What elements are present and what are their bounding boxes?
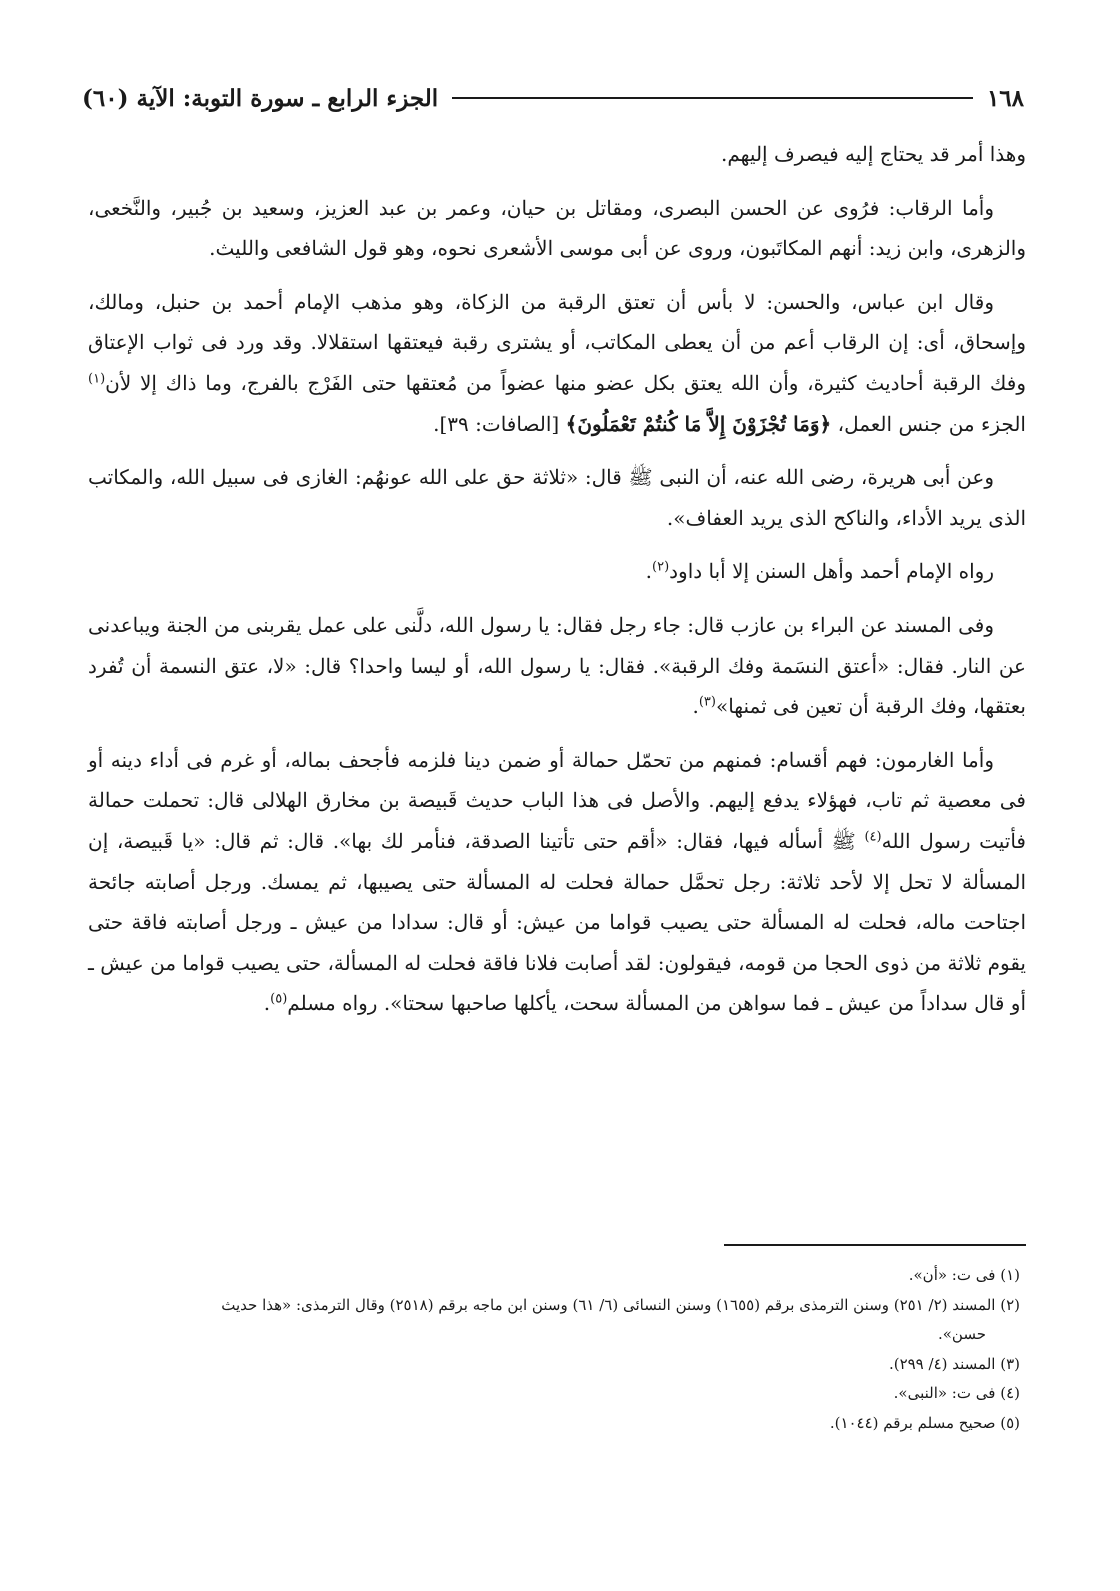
- footnote-number: (٤): [1000, 1384, 1020, 1402]
- paragraph-text: وأما الرقاب: فرُوى عن الحسن البصرى، ومقاتل بن حيان، وعمر بن عبد العزيز، وسعيد بن جُبير، والنَّخعى، والزهرى، وابن زيد: أنهم المكاتَبون، وروى عن أبى موسى الأشعرى نحوه، وهو قول الشافعى والليث.: [88, 195, 1026, 261]
- header-rule: [452, 97, 973, 99]
- paragraph-text: وعن أبى هريرة، رضى الله عنه، أن النبى ﷺ قال: «ثلاثة حق على الله عونهُم: الغازى فى سبيل الله، والمكاتب الذى يريد الأداء، والناكح الذى يريد العفاف».: [88, 465, 1026, 530]
- running-header: [82, 78, 1024, 118]
- paragraph-tail: .: [692, 694, 699, 719]
- footnote-separator: [724, 1244, 1026, 1246]
- main-text: [88, 134, 1026, 1037]
- footnote-text: المسند (٤/ ٢٩٩).: [888, 1354, 996, 1373]
- footnote-continuation: [88, 1320, 1020, 1350]
- paragraph-text: ﷺ أسأله فيها، فقال: «أقم حتى تأتينا الصدقة، فنأمر لك بها». قال: ثم قال: «يا قَبيصة، إن المسألة لا تحل إلا لأحد ثلاثة: رجل تحمَّل حمالة فحلت له المسألة حتى يصيبها، ثم يمسك. ورجل أصابته جائحة اجتاحت ماله، فحلت له المسألة حتى يصيب قواما من عيش: أو قال: سدادا من عيش ـ ورجل أصابته فاقة حتى يقوم ثلاثة من ذوى الحجا من قومه، فيقولون: لقد أصابت فلانا فاقة فحلت له المسألة، حتى يصيب قواما من عيش ـ أو قال سداداً من عيش ـ فما سواهن من المسألة سحت، يأكلها صاحبها سحتا». رواه مسلم: [88, 828, 1026, 1016]
- paragraph-text: وقال ابن عباس، والحسن: لا بأس أن تعتق الرقبة من الزكاة، وهو مذهب الإمام أحمد بن حنبل، ومالك، وإسحاق، أى: إن الرقاب أعم من أن يعطى المكاتب، أو يشترى رقبة فيعتقها استقلالا. وقد ورد فى ثواب الإعتاق وفك الرقبة أحاديث كثيرة، وأن الله يعتق بكل عضو منها عضواً من مُعتقها حتى الفَرْج بالفرج، وما ذاك إلا لأن: [88, 289, 1026, 395]
- footnote-ref[interactable]: (٤): [864, 829, 882, 845]
- paragraph-tail: .: [645, 559, 652, 584]
- page-number: ١٦٨: [986, 84, 1024, 112]
- footnote-number: (١): [1000, 1266, 1020, 1284]
- footnote-ref[interactable]: (١): [88, 371, 106, 387]
- paragraph-text: وفى المسند عن البراء بن عازب قال: جاء رجل فقال: يا رسول الله، دلَّنى على عمل يقربنى من الجنة ويباعدنى عن النار. فقال: «أعتق النسَمة وفك الرقبة». فقال: يا رسول الله، أو ليسا واحدا؟ قال: «لا، عتق النسمة أن تُفرد بعتقها، وفك الرقبة أن تعين فى ثمنها»: [88, 612, 1026, 719]
- footnotes: [88, 1261, 1020, 1438]
- paragraph-text: وأما الغارمون: فهم أقسام: فمنهم من تحمّل حمالة أو ضمن دينا فلزمه فأجحف بماله، أو غرم فى أداء دينه أو فى معصية ثم تاب، فهؤلاء يدفع إليهم. والأصل فى هذا الباب حديث قَبيصة بن مخارق الهلالى قال: تحملت حمالة فأتيت رسول الله: [88, 747, 1026, 853]
- footnote-number: (٢): [1000, 1295, 1020, 1314]
- paragraph-text: وهذا أمر قد يحتاج إليه فيصرف إليهم.: [721, 142, 1026, 166]
- footnote: [88, 1409, 1020, 1439]
- paragraph: [88, 457, 1026, 538]
- footnote-ref[interactable]: (٥): [270, 991, 288, 1007]
- footnote-ref[interactable]: (٣): [698, 694, 716, 710]
- footnote-text: فى ت: «أن».: [908, 1266, 996, 1284]
- paragraph-tail: .: [263, 991, 271, 1016]
- footnote-text: صحيح مسلم برقم (١٠٤٤).: [829, 1413, 996, 1432]
- paragraph: [88, 605, 1026, 727]
- running-title: الجزء الرابع ـ سورة التوبة: الآية (٦٠): [82, 84, 439, 112]
- footnote: [88, 1379, 1020, 1409]
- paragraph: [88, 134, 1026, 175]
- footnote: [88, 1350, 1020, 1380]
- footnote-ref[interactable]: (٢): [652, 559, 670, 575]
- paragraph-text: الجزء من جنس العمل،: [831, 411, 1026, 436]
- paragraph: [88, 740, 1026, 1024]
- footnote-number: (٣): [1000, 1354, 1020, 1373]
- quran-verse: ﴿وَمَا تُجْزَوْنَ إِلاَّ مَا كُنتُمْ تَعْمَلُونَ﴾: [565, 411, 832, 436]
- verse-citation: [الصافات: ٣٩].: [433, 411, 566, 436]
- footnote-text: فى ت: «النبى».: [893, 1384, 996, 1402]
- paragraph: [88, 282, 1026, 444]
- footnote-text: المسند (٢/ ٢٥١) وسنن الترمذى برقم (١٦٥٥) وسنن النسائى (٦/ ٦١) وسنن ابن ماجه برقم (٢٥١٨) وقال الترمذى: «هذا حديث: [221, 1295, 996, 1314]
- paragraph: [88, 551, 1026, 592]
- paragraph-text: رواه الإمام أحمد وأهل السنن إلا أبا داود: [669, 559, 994, 584]
- footnote: [88, 1261, 1020, 1291]
- footnote: [88, 1291, 1020, 1321]
- paragraph: [88, 188, 1026, 269]
- footnote-number: (٥): [1000, 1413, 1020, 1432]
- footnote-text: حسن».: [937, 1325, 986, 1343]
